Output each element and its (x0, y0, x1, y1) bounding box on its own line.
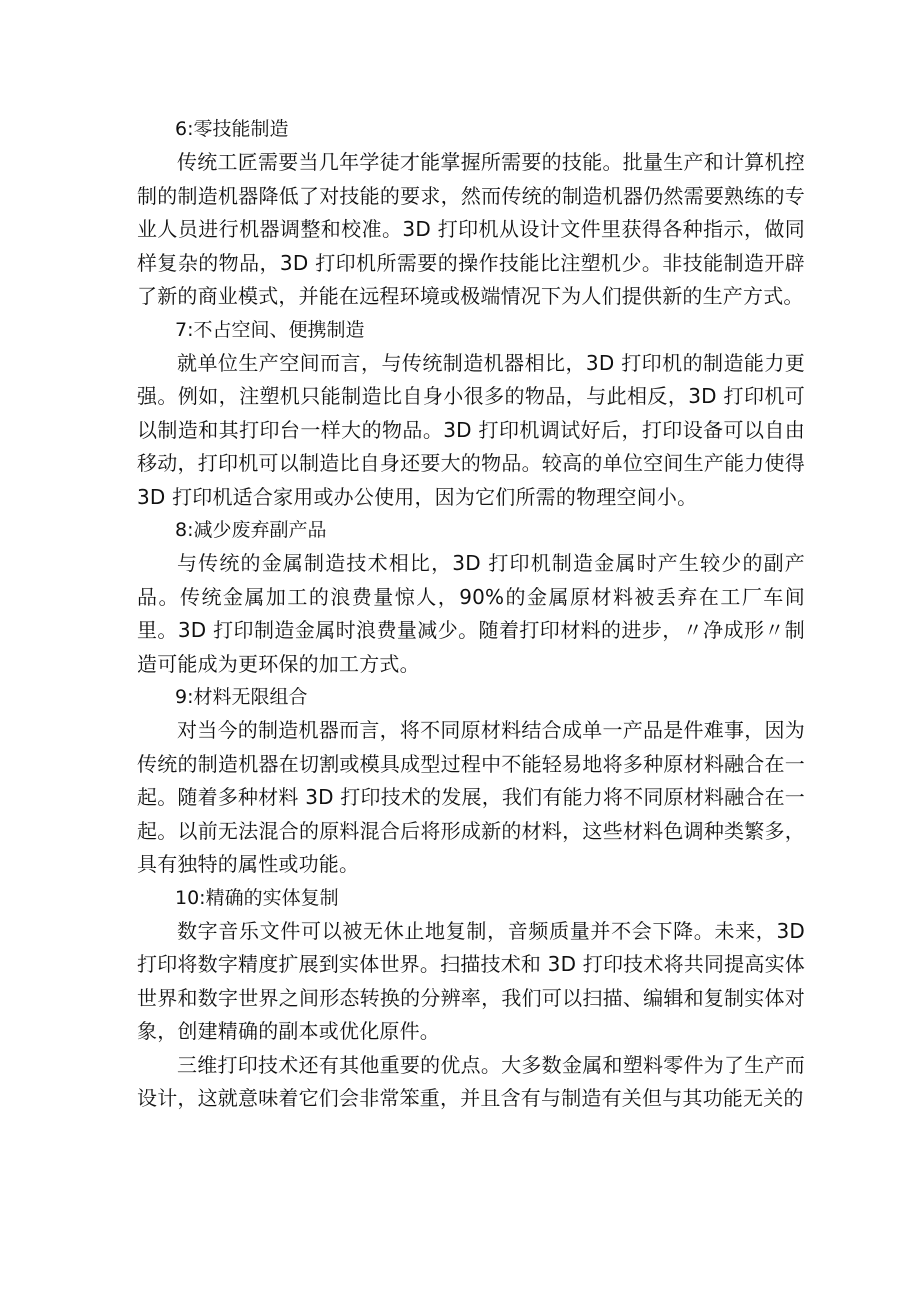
section-heading: 7:不占空间、便携制造 (175, 318, 365, 341)
document-page (137, 113, 805, 1116)
closing-paragraph: 三维打印技术还有其他重要的优点。大多数金属和塑料零件为了生产而设计，这就意味着它们会非常笨重，并且含有与制造有关但与其功能无关的 (137, 1052, 805, 1110)
section-zero-skill-manufacturing (137, 113, 805, 314)
section-paragraph: 与传统的金属制造技术相比，3D 打印机制造金属时产生较少的副产品。传统金属加工的浪费量惊人，90%的金属原材料被丢弃在工厂车间里。3D 打印制造金属时浪费量减少。随着打印材料的进步，〃净成形〃制造可能成为更环保的加工方式。 (137, 551, 805, 676)
section-paragraph: 数字音乐文件可以被无休止地复制，音频质量并不会下降。未来，3D 打印将数字精度扩展到实体世界。扫描技术和 3D 打印技术将共同提高实体世界和数字世界之间形态转换的分辨率，我们可以扫描、编辑和复制实体对象，创建精确的副本或优化原件。 (137, 918, 805, 1043)
section-paragraph: 传统工匠需要当几年学徒才能掌握所需要的技能。批量生产和计算机控制的制造机器降低了对技能的要求，然而传统的制造机器仍然需要熟练的专业人员进行机器调整和校准。3D 打印机从设计文件里获得各种指示，做同样复杂的物品，3D 打印机所需要的操作技能比注塑机少。非技能制造开辟了新的商业模式，并能在远程环境或极端情况下为人们提供新的生产方式。 (137, 150, 805, 308)
section-precise-replication (137, 882, 805, 1049)
section-less-waste (137, 514, 805, 681)
section-heading: 8:减少废弃副产品 (175, 519, 327, 541)
section-heading: 6:零技能制造 (175, 118, 289, 140)
section-heading: 9:材料无限组合 (175, 686, 308, 708)
section-paragraph: 就单位生产空间而言，与传统制造机器相比，3D 打印机的制造能力更强。例如，注塑机只能制造比自身小很多的物品，与此相反，3D 打印机可以制造和其打印台一样大的物品。3D 打印机调试好后，打印设备可以自由移动，打印机可以制造比自身还要大的物品。较高的单位空间生产能力使得 3D 打印机适合家用或办公使用，因为它们所需的物理空间小。 (137, 350, 805, 509)
section-material-combination (137, 681, 805, 882)
section-portable-manufacturing (137, 314, 805, 515)
section-paragraph: 对当今的制造机器而言，将不同原材料结合成单一产品是件难事，因为传统的制造机器在切割或模具成型过程中不能轻易地将多种原材料融合在一起。随着多种材料 3D 打印技术的发展，我们有能力将不同原材料融合在一起。以前无法混合的原料混合后将形成新的材料，这些材料色调种类繁多，具有独特的属性或功能。 (137, 718, 805, 876)
section-heading: 10:精确的实体复制 (175, 886, 339, 909)
